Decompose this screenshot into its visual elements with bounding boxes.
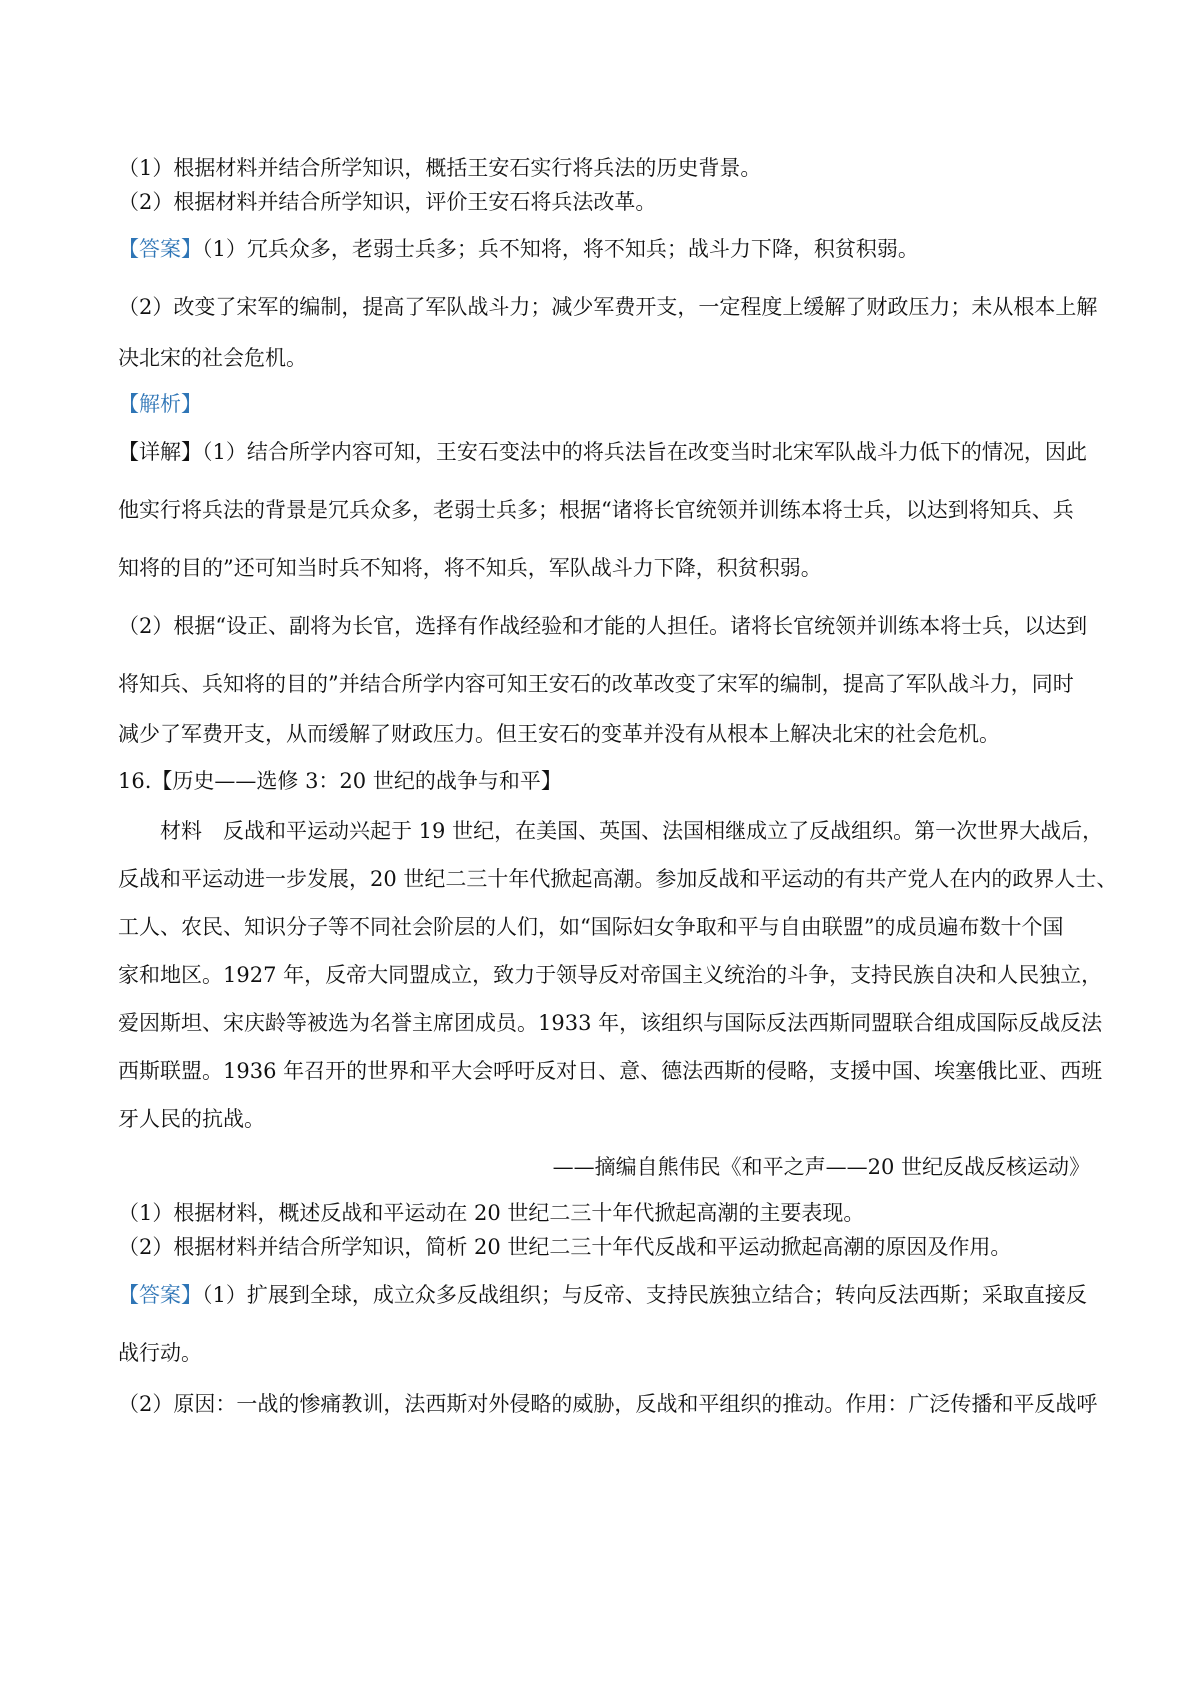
q16-question-1: （1）根据材料，概述反战和平运动在 20 世纪二三十年代掀起高潮的主要表现。 <box>118 1201 865 1225</box>
answer-text: （1）冗兵众多，老弱士兵多；兵不知将，将不知兵；战斗力下降，积贫积弱。 <box>202 237 919 261</box>
q16-answer-line-1a <box>118 1280 1087 1310</box>
material-line-3: 工人、农民、知识分子等不同社会阶层的人们，如“国际妇女争取和平与自由联盟”的成员遍布数十个国 <box>118 915 1064 939</box>
detail-line-2c: 减少了军费开支，从而缓解了财政压力。但王安石的变革并没有从根本上解决北宋的社会危机。 <box>118 722 1000 746</box>
q16-answer-tag: 【答案】 <box>118 1283 202 1307</box>
detail-line-1a <box>118 437 1087 467</box>
question-1-part1: （1）根据材料并结合所学知识，概括王安石实行将兵法的历史背景。 <box>118 156 762 180</box>
question-2-part1: （2）根据材料并结合所学知识，评价王安石将兵法改革。 <box>118 190 657 214</box>
material-source: ——摘编自熊伟民《和平之声——20 世纪反战反核运动》 <box>552 1155 1090 1179</box>
material-line-2: 反战和平运动进一步发展，20 世纪二三十年代掀起高潮。参加反战和平运动的有共产党人在内的政界人士、 <box>118 867 1118 891</box>
answer-line-2b: 决北宋的社会危机。 <box>118 346 307 370</box>
detail-line-1c: 知将的目的”还可知当时兵不知将，将不知兵，军队战斗力下降，积贫积弱。 <box>118 556 822 580</box>
material-line-1: 材料 反战和平运动兴起于 19 世纪，在美国、英国、法国相继成立了反战组织。第一次世界大战后， <box>160 819 1104 843</box>
analysis-tag: 【解析】 <box>118 392 202 416</box>
material-line-4: 家和地区。1927 年，反帝大同盟成立，致力于领导反对帝国主义统治的斗争，支持民族自决和人民独立， <box>118 963 1103 987</box>
detail-line-2b: 将知兵、兵知将的目的”并结合所学内容可知王安石的改革改变了宋军的编制，提高了军队战斗力，同时 <box>118 672 1074 696</box>
material-line-7: 牙人民的抗战。 <box>118 1107 265 1131</box>
answer-tag: 【答案】 <box>118 237 202 261</box>
q16-question-2: （2）根据材料并结合所学知识，简析 20 世纪二三十年代反战和平运动掀起高潮的原因及作用。 <box>118 1235 1012 1259</box>
q16-answer-line-1b: 战行动。 <box>118 1341 202 1365</box>
detail-line-1b: 他实行将兵法的背景是冗兵众多，老弱士兵多；根据“诸将长官统领并训练本将士兵，以达到将知兵、兵 <box>118 498 1074 522</box>
q16-answer-line-2: （2）原因：一战的惨痛教训，法西斯对外侵略的威胁，反战和平组织的推动。作用：广泛传播和平反战呼 <box>118 1392 1098 1416</box>
detail-text: （1）结合所学内容可知，王安石变法中的将兵法旨在改变当时北宋军队战斗力低下的情况，因此 <box>202 440 1087 464</box>
q16-heading: 16.【历史——选修 3：20 世纪的战争与和平】 <box>118 769 562 793</box>
answer-line-2a: （2）改变了宋军的编制，提高了军队战斗力；减少军费开支，一定程度上缓解了财政压力；未从根本上解 <box>118 295 1098 319</box>
material-line-6: 西斯联盟。1936 年召开的世界和平大会呼吁反对日、意、德法西斯的侵略，支援中国、埃塞俄比亚、西班 <box>118 1059 1103 1083</box>
material-line-5: 爱因斯坦、宋庆龄等被选为名誉主席团成员。1933 年，该组织与国际反法西斯同盟联合组成国际反战反法 <box>118 1011 1103 1035</box>
detail-tag: 【详解】 <box>118 440 202 464</box>
q16-answer-text: （1）扩展到全球，成立众多反战组织；与反帝、支持民族独立结合；转向反法西斯；采取直接反 <box>202 1283 1087 1307</box>
detail-line-2a: （2）根据“设正、副将为长官，选择有作战经验和才能的人担任。诸将长官统领并训练本将士兵，以达到 <box>118 614 1088 638</box>
answer-line-1 <box>118 234 919 264</box>
